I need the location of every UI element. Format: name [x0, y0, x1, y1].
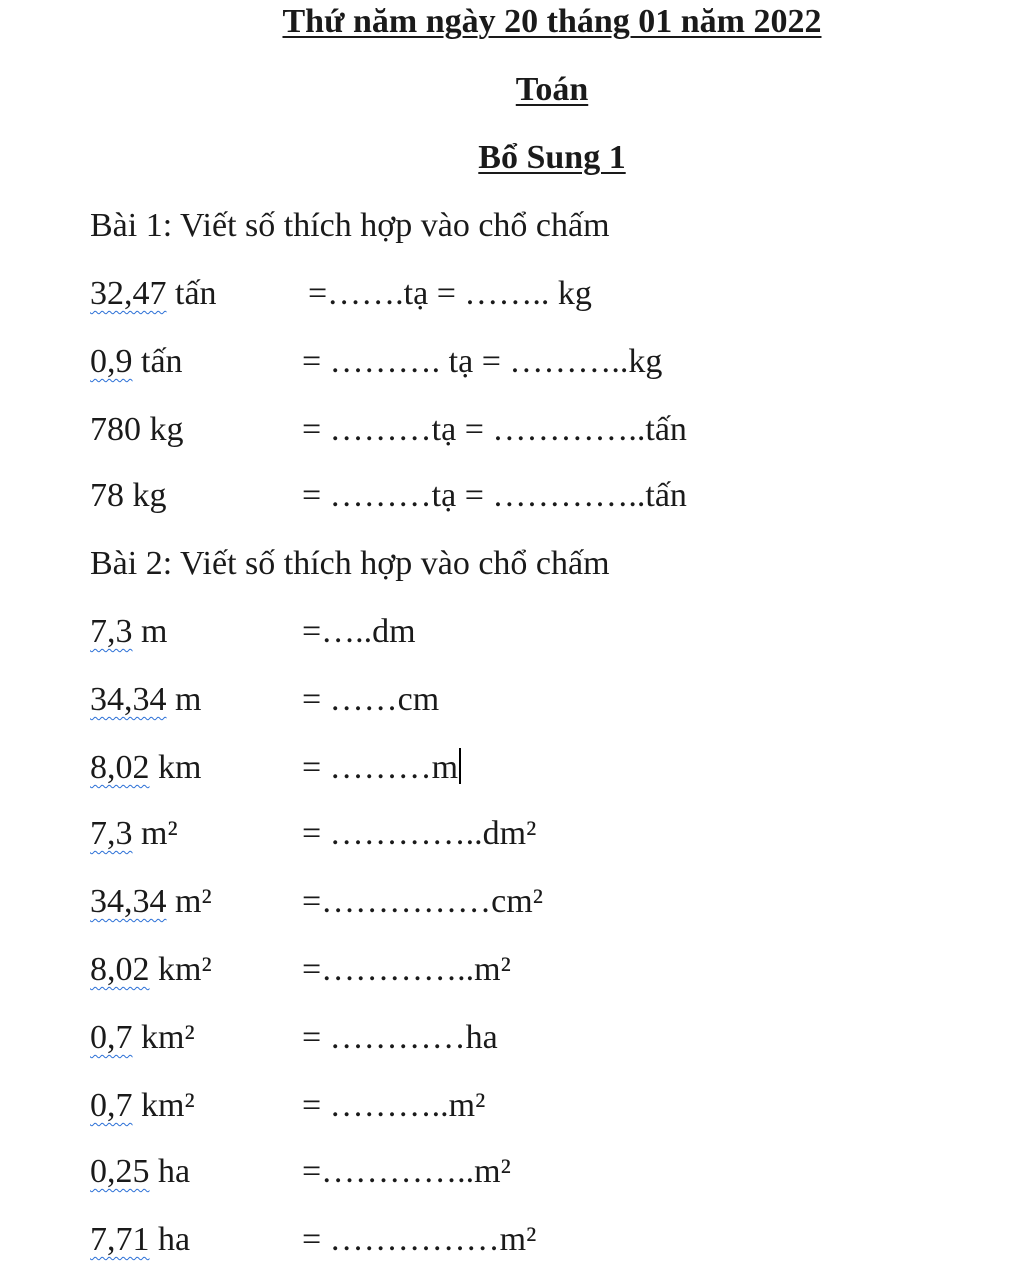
row-blank[interactable]: = ………tạ = …………..tấn: [302, 477, 687, 514]
row-unit: tấn: [132, 343, 183, 380]
row-blank[interactable]: =…………..m²: [302, 1153, 511, 1190]
row-blank[interactable]: = ……cm: [302, 681, 440, 718]
row-unit: m: [132, 613, 168, 650]
exercise2-row: [0, 950, 1024, 990]
row-unit: m: [166, 681, 202, 718]
row-unit: km²: [132, 1019, 195, 1056]
row-blank[interactable]: =…….tạ = …….. kg: [308, 275, 592, 312]
subject-heading: Toán: [515, 71, 589, 108]
exercise2-row: [0, 612, 1024, 652]
row-quantity: [90, 950, 212, 990]
row-number: 32,47: [90, 275, 167, 312]
row-number: 8,02: [90, 951, 150, 988]
text-cursor: [459, 748, 461, 784]
row-blank[interactable]: = …………..dm²: [302, 815, 537, 852]
row-unit: km²: [132, 1087, 195, 1124]
row-unit: ha: [149, 1221, 191, 1258]
exercise2-row: [0, 748, 1024, 788]
exercise2-row: [0, 680, 1024, 720]
row-number: 0,25: [90, 1153, 150, 1190]
row-number: 78: [90, 477, 124, 514]
exercise2-row: [0, 882, 1024, 922]
exercise1-row: [0, 410, 1024, 450]
row-blank[interactable]: = …………ha: [302, 1019, 498, 1056]
exercise1-heading: Bài 1: Viết số thích hợp vào chổ chấm: [90, 207, 610, 244]
lesson-heading: Bổ Sung 1: [478, 139, 626, 176]
row-blank-active[interactable]: [302, 748, 461, 788]
row-number: 780: [90, 411, 141, 448]
row-quantity: [90, 814, 178, 854]
row-quantity: [90, 680, 201, 720]
exercise2-row: [0, 1152, 1024, 1192]
row-unit: kg: [141, 411, 184, 448]
row-unit: m²: [166, 883, 212, 920]
row-quantity: [90, 1018, 195, 1058]
exercise2-row: [0, 1086, 1024, 1126]
row-number: 0,9: [90, 343, 133, 380]
exercise2-row: [0, 814, 1024, 854]
row-blank[interactable]: =…..dm: [302, 613, 416, 650]
row-number: 0,7: [90, 1019, 133, 1056]
row-number: 0,7: [90, 1087, 133, 1124]
row-quantity: [90, 410, 184, 450]
row-quantity: [90, 274, 217, 314]
row-number: 8,02: [90, 749, 150, 786]
row-unit: km²: [149, 951, 212, 988]
date-heading: Thứ năm ngày 20 tháng 01 năm 2022: [282, 3, 822, 40]
row-blank[interactable]: = ………..m²: [302, 1087, 486, 1124]
row-quantity: [90, 1086, 195, 1126]
row-unit: km: [149, 749, 202, 786]
row-quantity: [90, 882, 212, 922]
exercise2-row: [0, 1018, 1024, 1058]
row-blank-text: = ………m: [302, 749, 459, 786]
row-blank[interactable]: =……………cm²: [302, 883, 543, 920]
row-number: 7,3: [90, 815, 133, 852]
row-blank[interactable]: = ………. tạ = ………..kg: [302, 343, 663, 380]
row-quantity: [90, 342, 183, 382]
row-number: 34,34: [90, 883, 167, 920]
row-quantity: [90, 1152, 190, 1192]
row-quantity: [90, 612, 167, 652]
row-unit: m²: [132, 815, 178, 852]
row-blank[interactable]: = ……………m²: [302, 1221, 537, 1258]
row-unit: kg: [124, 477, 167, 514]
row-quantity: [90, 476, 167, 516]
row-blank[interactable]: =…………..m²: [302, 951, 511, 988]
row-blank[interactable]: = ………tạ = …………..tấn: [302, 411, 687, 448]
exercise1-row: [0, 274, 1024, 314]
row-quantity: [90, 1220, 190, 1260]
exercise2-heading: Bài 2: Viết số thích hợp vào chổ chấm: [90, 545, 610, 582]
row-number: 7,71: [90, 1221, 150, 1258]
row-number: 7,3: [90, 613, 133, 650]
row-unit: ha: [149, 1153, 191, 1190]
exercise1-row: [0, 476, 1024, 516]
row-number: 34,34: [90, 681, 167, 718]
exercise2-row: [0, 1220, 1024, 1260]
row-quantity: [90, 748, 201, 788]
row-unit: tấn: [166, 275, 217, 312]
exercise1-row: [0, 342, 1024, 382]
